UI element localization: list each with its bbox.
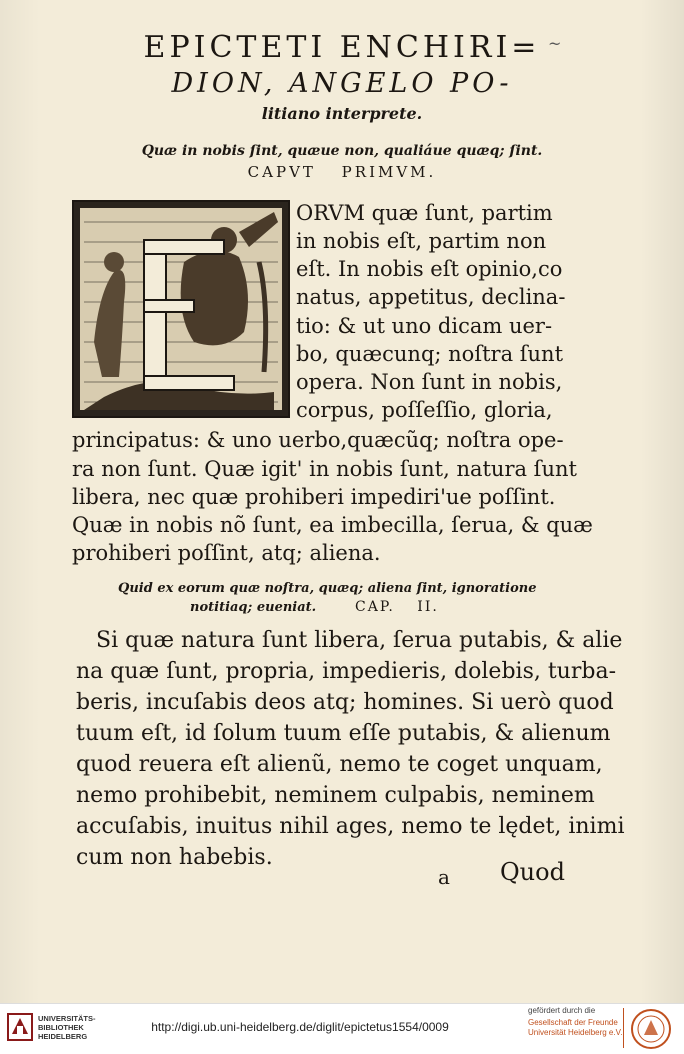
text-line: ra non ſunt. Quæ igit' in nobis ſunt, natura ſunt (72, 457, 577, 481)
chapter-1-rubric: Quæ in nobis ſint, quæue non, qualiáue quæq; ſint. (141, 143, 543, 159)
text-line: libera, nec quæ prohiberi impediri'ue poſſint. (72, 485, 556, 509)
text-line: opera. Non ſunt in nobis, (296, 370, 563, 394)
sponsor-name-line: Gesellschaft der Freunde (528, 1018, 618, 1027)
text-line: tuum eſt, id ſolum tuum eſſe putabis, & alienum (76, 721, 611, 746)
chapter-2-rubric-line-2: notitiaq; eueniat. (190, 600, 317, 615)
library-name-line: BIBLIOTHEK (38, 1023, 84, 1032)
footer-divider (623, 1008, 624, 1048)
woodcut-initial (72, 200, 290, 418)
text-line: cum non habebis. (76, 845, 273, 870)
text-line: accuſabis, inuitus nihil ages, nemo te lędet, inimi (76, 814, 625, 839)
text-line: Si quæ natura ſunt libera, ſerua putabis, & alie (96, 628, 623, 653)
signature-mark: a (438, 865, 450, 889)
chapter-1-heading: CAPVT PRIMVM. (247, 163, 437, 181)
text-line: ORVM quæ ſunt, partim (296, 201, 553, 225)
text-line: na quæ ſunt, propria, impedieris, dolebis, turba- (76, 659, 616, 684)
library-name-line: HEIDELBERG (38, 1032, 88, 1041)
sponsor-name-line: Universität Heidelberg e.V. (528, 1028, 623, 1037)
sponsor-seal-icon (630, 1008, 672, 1050)
text-line: nemo prohibebit, neminem culpabis, neminem (76, 783, 595, 808)
text-line: bo, quæcunq; noſtra ſunt (296, 342, 564, 366)
text-line: quod reuera eſt alienũ, nemo te coget unquam, (76, 752, 603, 777)
text-line: beris, incuſabis deos atq; homines. Si uerò quod (76, 690, 614, 715)
text-line: tio: & ut uno dicam uer- (296, 314, 553, 338)
text-line: prohiberi poſſint, atq; aliena. (72, 541, 381, 565)
text-line: natus, appetitus, declina- (296, 285, 566, 309)
title-line-2: DION, ANGELO PO- (171, 68, 513, 99)
title-line-1-text: EPICTETI ENCHIRI= (143, 30, 541, 65)
funded-by-label: gefördert durch die (528, 1006, 596, 1015)
text-line: corpus, poſſeſſio, gloria, (296, 398, 553, 422)
library-name-line: UNIVERSITÄTS- (38, 1014, 96, 1023)
text-line: principatus: & uno uerbo,quæcũq; noſtra ope- (72, 428, 564, 452)
text-line: Quæ in nobis nõ ſunt, ea imbecilla, ſerua, & quæ (72, 513, 593, 537)
sponsor-name (528, 1018, 622, 1038)
catchword: Quod (500, 858, 565, 886)
title-line-1-mark: ~ (548, 34, 562, 53)
permalink-url[interactable]: http://digi.ub.uni-heidelberg.de/diglit/epictetus1554/0009 (151, 1020, 449, 1034)
title-line-1 (0, 30, 684, 65)
title-line-3: litiano interprete. (261, 104, 423, 123)
text-line: eſt. In nobis eſt opinio,co (296, 257, 563, 281)
chapter-2-heading: CAP. II. (355, 599, 439, 615)
text-line: in nobis eſt, partim non (296, 229, 547, 253)
chapter-2-rubric-line-1: Quid ex eorum quæ noſtra, quæq; aliena ſint, ignoratione (118, 581, 537, 596)
